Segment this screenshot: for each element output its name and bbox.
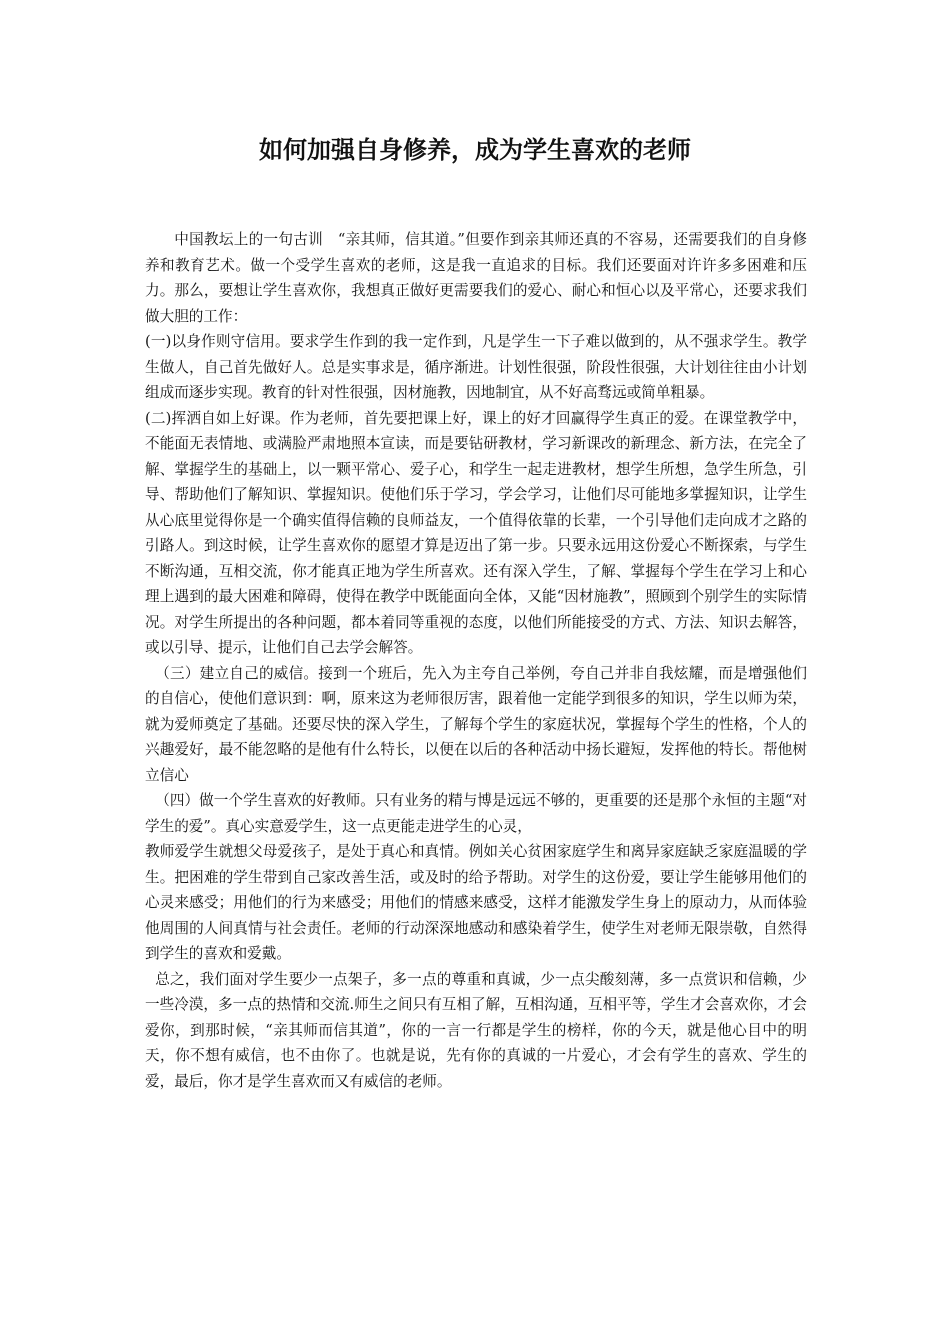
document-body	[145, 227, 807, 1094]
paragraph-section-4: （四）做一个学生喜欢的好教师。只有业务的精与博是远远不够的，更重要的还是那个永恒的主题“对学生的爱”。真心实意爱学生，这一点更能走进学生的心灵，	[145, 792, 807, 835]
paragraph-section-4-continued: 教师爱学生就想父母爱孩子，是处于真心和真情。例如关心贫困家庭学生和离异家庭缺乏家庭温暖的学生。把困难的学生带到自己家改善生活，或及时的给予帮助。对学生的这份爱，要让学生能够用他们的心灵来感受；用他们的行为来感受；用他们的情感来感受，这样才能激发学生身上的原动力，从而体验他周围的人间真情与社会责任。老师的行动深深地感动和感染着学生，使学生对老师无限崇敬，自然得到学生的喜欢和爱戴。	[145, 843, 807, 962]
paragraph-intro: 中国教坛上的一句古训 “亲其师，信其道。”但要作到亲其师还真的不容易，还需要我们的自身修养和教育艺术。做一个受学生喜欢的老师，这是我一直追求的目标。我们还要面对许许多多困难和压力。那么，要想让学生喜欢你，我想真正做好更需要我们的爱心、耐心和恒心以及平常心，还要求我们做大胆的工作：	[145, 231, 807, 325]
paragraph-section-3: （三）建立自己的威信。接到一个班后，先入为主夸自己举例，夸自己并非自我炫耀，而是增强他们的自信心，使他们意识到：啊，原来这为老师很厉害，跟着他一定能学到很多的知识，学生以师为荣，就为爱师奠定了基础。还要尽快的深入学生，了解每个学生的家庭状况，掌握每个学生的性格，个人的兴趣爱好，最不能忽略的是他有什么特长，以便在以后的各种活动中扬长避短，发挥他的特长。帮他树立信心	[145, 664, 807, 784]
paragraph-section-1: (一)以身作则守信用。要求学生作到的我一定作到，凡是学生一下子难以做到的，从不强求学生。教学生做人，自己首先做好人。总是实事求是，循序渐进。计划性很强，阶段性很强，大计划往往由小计划组成而逐步实现。教育的针对性很强，因材施教，因地制宜，从不好高骛远或简单粗暴。	[145, 333, 807, 401]
document-title: 如何加强自身修养，成为学生喜欢的老师	[259, 136, 691, 164]
paragraph-section-2: (二)挥洒自如上好课。作为老师，首先要把课上好，课上的好才回赢得学生真正的爱。在课堂教学中，不能面无表情地、或满脸严肃地照本宣读，而是要钻研教材，学习新课改的新理念、新方法，在完全了解、掌握学生的基础上，以一颗平常心、爱子心，和学生一起走进教材，想学生所想，急学生所急，引导、帮助他们了解知识、掌握知识。使他们乐于学习，学会学习，让他们尽可能地多掌握知识，让学生从心底里觉得你是一个确实值得信赖的良师益友，一个值得依靠的长辈，一个引导他们走向成才之路的引路人。到这时候，让学生喜欢你的愿望才算是迈出了第一步。只要永远用这份爱心不断探索，与学生不断沟通，互相交流，你才能真正地为学生所喜欢。还有深入学生，了解、掌握每个学生在学习上和心理上遇到的最大困难和障碍，使得在教学中既能面向全体，又能“因材施教”，照顾到个别学生的实际情况。对学生所提出的各种问题，都本着同等重视的态度，以他们所能接受的方式、方法、知识去解答，或以引导、提示，让他们自己去学会解答。	[145, 409, 807, 656]
paragraph-conclusion: 总之，我们面对学生要少一点架子，多一点的尊重和真诚，少一点尖酸刻薄，多一点赏识和信赖，少一些冷漠，多一点的热情和交流.师生之间只有互相了解，互相沟通，互相平等，学生才会喜欢你，才会爱你，到那时候，“亲其师而信其道”，你的一言一行都是学生的榜样，你的今天，就是他心目中的明天，你不想有威信，也不由你了。也就是说，先有你的真诚的一片爱心，才会有学生的喜欢、学生的爱，最后，你才是学生喜欢而又有威信的老师。	[145, 970, 807, 1090]
